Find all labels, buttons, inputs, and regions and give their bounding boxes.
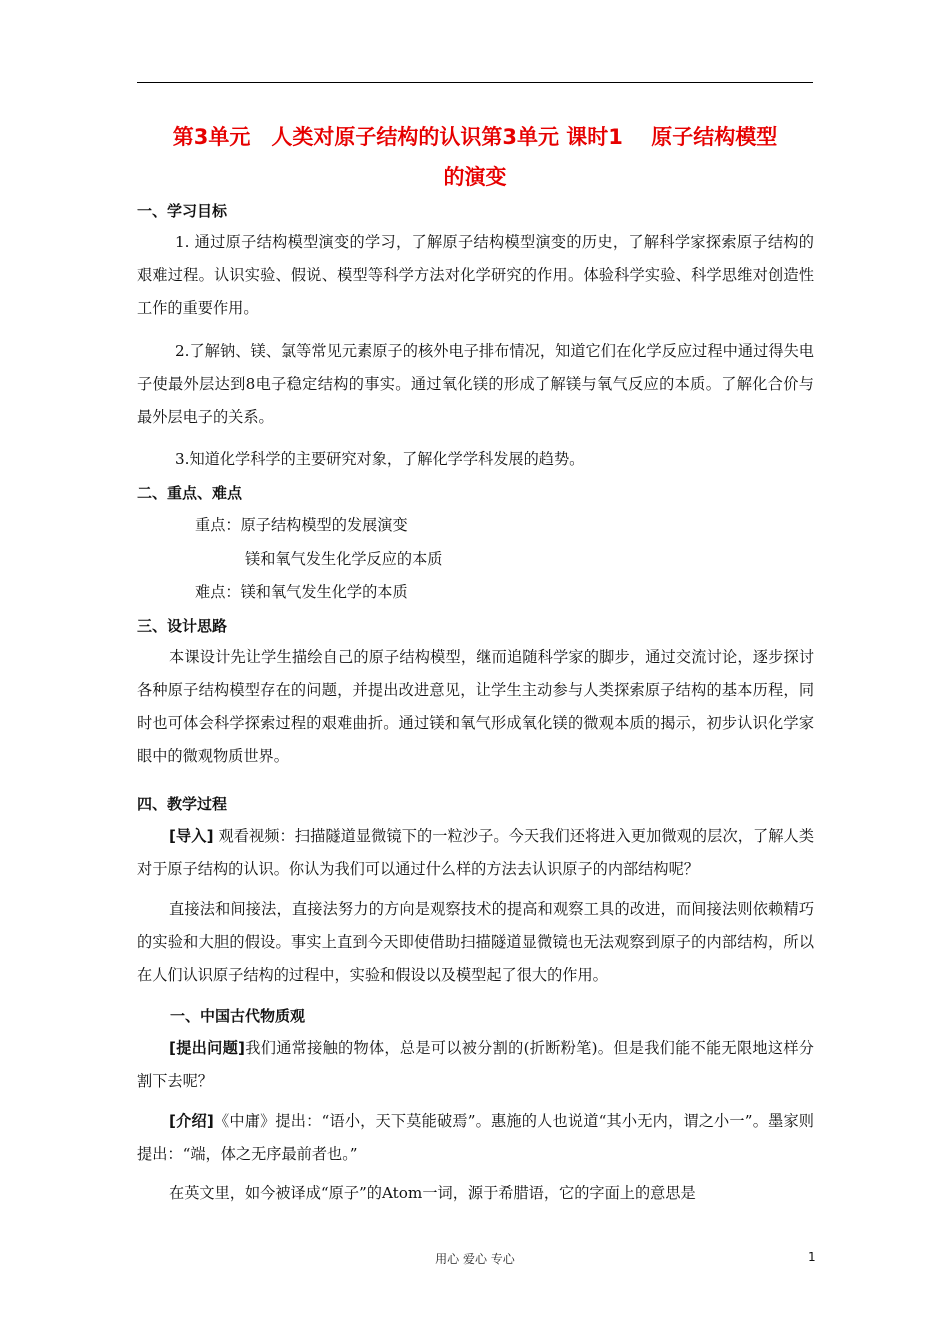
page-number: 1 [808,1250,816,1264]
document-title [137,117,813,197]
key-point-row-1 [195,515,408,535]
title-line-1: 第3单元 人类对原子结构的认识第3单元 课时1 原子结构模型 [172,125,778,149]
intro-paragraph [137,820,814,886]
introduce-tag: [介绍] [169,1112,214,1130]
design-paragraph: 本课设计先让学生描绘自己的原子结构模型，继而追随科学家的脚步，通过交流讨论，逐步探讨各种原子结构模型存在的问题，并提出改进意见，让学生主动参与人类探索原子结构的基本历程，同时也可体会科学探索过程的艰难曲折。通过镁和氧气形成氧化镁的微观本质的揭示，初步认识化学家眼中的微观物质世界。 [137,648,814,765]
method-paragraph: 直接法和间接法，直接法努力的方向是观察技术的提高和观察工具的改进，而间接法则依赖精巧的实验和大胆的假设。事实上直到今天即使借助扫描隧道显微镜也无法观察到原子的内部结构，所以在人们认识原子结构的过程中，实验和假设以及模型起了很大的作用。 [137,900,814,984]
introduce-paragraph [137,1105,814,1171]
hard-point-label: 难点： [195,583,241,601]
key-point-item-1: 原子结构模型的发展演变 [240,516,408,534]
subsection-heading-ancient: 一、中国古代物质观 [170,1007,306,1025]
question-tag: [提出问题] [169,1039,245,1057]
section-heading-key: 二、重点、难点 [137,484,243,502]
footer-text: 用心 爱心 专心 [435,1252,515,1266]
intro-tag: [导入] [169,827,214,845]
goals-paragraph-3: 3.知道化学科学的主要研究对象，了解化学学科发展的趋势。 [175,450,585,468]
question-paragraph [137,1032,814,1098]
goals-paragraph-2: 2.了解钠、镁、氯等常见元素原子的核外电子排布情况，知道它们在化学反应过程中通过得失电子使最外层达到8电子稳定结构的事实。通过氧化镁的形成了解镁与氧气反应的本质。了解化合价与最外层电子的关系。 [137,342,814,426]
key-point-item-2: 镁和氧气发生化学反应的本质 [245,550,443,568]
goals-paragraph-1: 1. 通过原子结构模型演变的学习，了解原子结构模型演变的历史，了解科学家探索原子结构的艰难过程。认识实验、假说、模型等科学方法对化学研究的作用。体验科学实验、科学思维对创造性工作的重要作用。 [137,233,814,317]
section-heading-goals: 一、学习目标 [137,202,228,220]
question-text: 我们通常接触的物体，总是可以被分割的(折断粉笔)。但是我们能不能无限地这样分割下去呢？ [137,1039,814,1090]
title-line-2: 的演变 [443,165,507,189]
section-heading-process: 四、教学过程 [137,795,228,813]
intro-text: 观看视频：扫描隧道显微镜下的一粒沙子。今天我们还将进入更加微观的层次，了解人类对于原子结构的认识。你认为我们可以通过什么样的方法去认识原子的内部结构呢？ [137,827,815,878]
hard-point-row [195,582,408,602]
hard-point-item: 镁和氧气发生化学的本质 [240,583,408,601]
english-paragraph: 在英文里，如今被译成“原子”的Atom一词，源于希腊语，它的字面上的意思是 [169,1184,696,1202]
introduce-text: 《中庸》提出：“语小，天下莫能破焉”。惠施的人也说道“其小无内，谓之小一”。墨家则提出：“端，体之无序最前者也。” [137,1112,814,1163]
key-point-label: 重点： [195,516,241,534]
section-heading-design: 三、设计思路 [137,617,228,635]
header-rule [137,82,813,83]
